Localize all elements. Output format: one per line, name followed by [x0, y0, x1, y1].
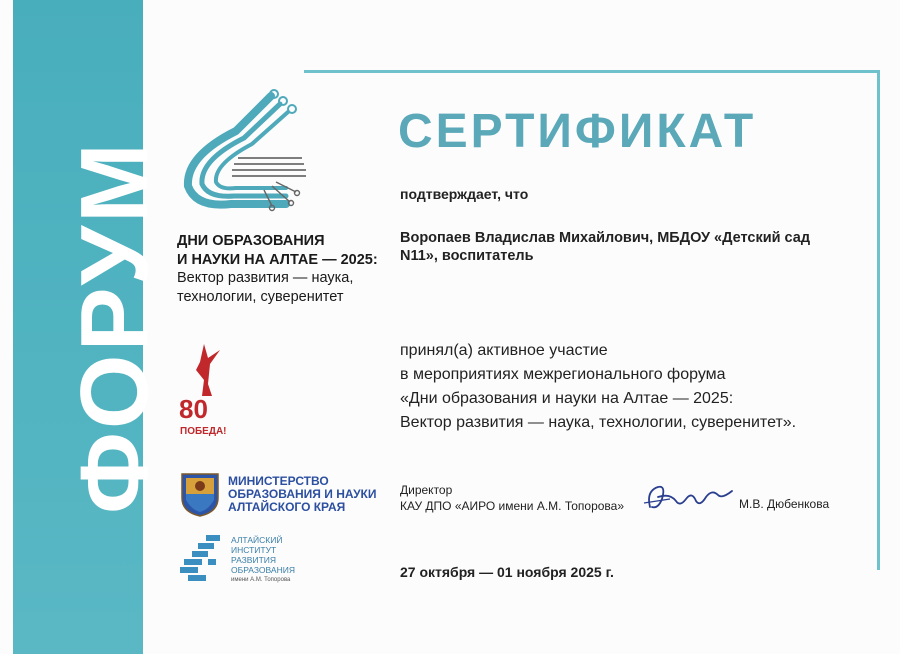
recipient-name: [400, 229, 820, 265]
altai-emblem-icon: [178, 470, 222, 518]
confirms-text: подтверждает, что: [400, 186, 529, 202]
institute-line: ОБРАЗОВАНИЯ: [231, 565, 295, 575]
recipient-line: N11», воспитатель: [400, 248, 534, 264]
body-line: в мероприятиях межрегионального форума: [400, 366, 726, 383]
frame-right-line: [877, 70, 880, 570]
body-line: Вектор развития — наука, технологии, суверенитет».: [400, 414, 797, 431]
forum-subtitle-line: технологии, суверенитет: [177, 289, 344, 305]
body-line: «Дни образования и науки на Алтае — 2025:: [400, 390, 734, 407]
participation-text: [400, 339, 796, 435]
forum-subtitle-line: Вектор развития — наука,: [177, 270, 354, 286]
institute-line: АЛТАЙСКИЙ: [231, 535, 283, 545]
body-line: принял(а) активное участие: [400, 342, 608, 359]
band-big-text: ФОРУМ: [61, 139, 168, 515]
victory-80-logo-icon: [178, 340, 228, 440]
director-organization: КАУ ДПО «АИРО имени А.М. Топорова»: [400, 499, 625, 513]
institute-small-line: имени А.М. Топорова: [231, 577, 291, 583]
recipient-line: Воропаев Владислав Михайлович, МБДОУ «Детский сад: [400, 230, 811, 246]
event-dates: 27 октября — 01 ноября 2025 г.: [400, 564, 614, 580]
institute-line: ИНСТИТУТ: [231, 545, 277, 555]
signature-icon: [640, 477, 740, 517]
institute-line: РАЗВИТИЯ: [231, 555, 277, 565]
ministry-line: МИНИСТЕРСТВО: [228, 474, 329, 488]
forum-title-line: И НАУКИ НА АЛТАЕ — 2025:: [177, 252, 378, 268]
victory-word: ПОБЕДА!: [180, 426, 227, 437]
director-block: [400, 482, 624, 514]
frame-top-line: [304, 70, 880, 73]
forum-subtitle: [177, 269, 353, 307]
director-label: Директор: [400, 483, 453, 497]
institute-blocks-icon: [178, 533, 224, 583]
victory-number: 80: [179, 394, 208, 424]
forum-title-line: ДНИ ОБРАЗОВАНИЯ: [177, 233, 325, 249]
ministry-line: АЛТАЙСКОГО КРАЯ: [228, 500, 346, 514]
forum-logo-icon: [176, 86, 326, 216]
forum-title: [177, 232, 378, 270]
certificate-title: СЕРТИФИКАТ: [398, 105, 757, 158]
side-band: [13, 0, 168, 654]
ministry-line: ОБРАЗОВАНИЯ И НАУКИ: [228, 487, 377, 501]
signer-name: М.В. Дюбенкова: [739, 497, 830, 511]
